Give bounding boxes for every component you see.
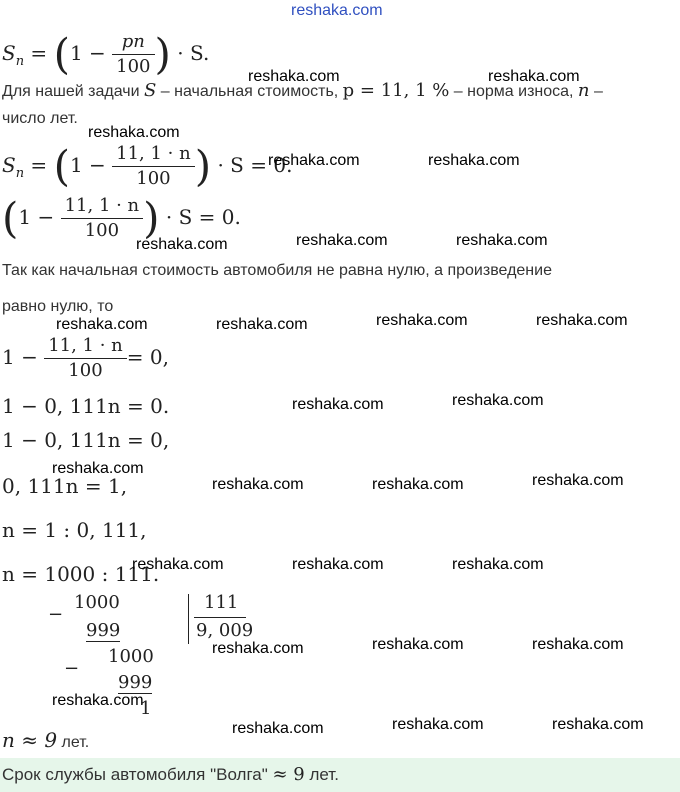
watermark: reshaka.com bbox=[52, 692, 144, 709]
paren-open: ( bbox=[2, 193, 19, 243]
formula-tail: · S = 0. bbox=[217, 153, 293, 177]
frac-num: 11, 1 · n bbox=[48, 335, 123, 356]
formula-step-12: n = 1 : 0, 111, bbox=[2, 518, 147, 542]
text-part: – норма износа, bbox=[449, 83, 578, 100]
text-since: Так как начальная стоимость автомобиля не равна нулю, а произведение bbox=[2, 262, 552, 279]
watermark: reshaka.com bbox=[376, 312, 468, 329]
formula-step-13: n = 1000 : 111. bbox=[2, 562, 160, 586]
formula-eq: = bbox=[24, 41, 54, 65]
watermark: reshaka.com bbox=[428, 152, 520, 169]
watermark: reshaka.com bbox=[488, 68, 580, 85]
result-n: n ≈ 9 bbox=[2, 728, 58, 752]
division-minus-1: − bbox=[48, 604, 64, 625]
formula-sn-zero bbox=[2, 142, 292, 191]
division-dividend-2: 1000 bbox=[108, 646, 154, 667]
answer-banner bbox=[0, 758, 680, 792]
division-remainder: 1 bbox=[140, 698, 152, 719]
text-part: – начальная стоимость, bbox=[156, 83, 343, 100]
formula-eq: = bbox=[24, 153, 54, 177]
division-dividend: 1000 bbox=[74, 592, 120, 613]
formula-one-minus: 1 − bbox=[2, 345, 38, 369]
answer-approx: ≈ 9 bbox=[272, 764, 305, 785]
paren-open: ( bbox=[53, 29, 70, 79]
frac-den: 100 bbox=[44, 358, 127, 383]
division-999: 999 bbox=[118, 672, 153, 693]
watermark: reshaka.com bbox=[292, 396, 384, 413]
watermark: reshaka.com bbox=[52, 460, 144, 477]
division-999: 999 bbox=[86, 620, 121, 641]
division-bar-vertical bbox=[188, 594, 189, 644]
top-watermark: reshaka.com bbox=[291, 2, 383, 19]
watermark: reshaka.com bbox=[88, 124, 180, 141]
formula-step-11: 0, 111n = 1, bbox=[2, 474, 128, 498]
watermark: reshaka.com bbox=[216, 316, 308, 333]
division-divisor: 111 bbox=[204, 592, 239, 613]
watermark: reshaka.com bbox=[292, 556, 384, 573]
watermark: reshaka.com bbox=[392, 716, 484, 733]
text-part: Для нашей задачи bbox=[2, 83, 144, 100]
formula-s: S bbox=[2, 153, 16, 177]
text-part: – bbox=[589, 83, 603, 100]
formula-one-minus-frac bbox=[2, 334, 169, 383]
result-unit: лет. bbox=[57, 734, 90, 751]
watermark: reshaka.com bbox=[212, 640, 304, 657]
formula-one-minus: 1 − bbox=[18, 205, 55, 229]
formula-tail: · S. bbox=[177, 41, 210, 65]
formula-tail: · S = 0. bbox=[165, 205, 241, 229]
frac-num: pn bbox=[121, 31, 145, 52]
fraction-pn-100 bbox=[112, 30, 154, 79]
math-s: S bbox=[143, 80, 157, 101]
watermark: reshaka.com bbox=[452, 392, 544, 409]
math-p: p = 11, 1 % bbox=[342, 80, 450, 101]
text-years: число лет. bbox=[2, 110, 78, 127]
watermark: reshaka.com bbox=[248, 68, 340, 85]
answer-text bbox=[2, 764, 339, 785]
watermark: reshaka.com bbox=[132, 556, 224, 573]
answer-part: Срок службы автомобиля "Волга" bbox=[2, 765, 273, 784]
watermark: reshaka.com bbox=[372, 636, 464, 653]
watermark: reshaka.com bbox=[232, 720, 324, 737]
formula-sub-n: n bbox=[15, 54, 25, 69]
watermark: reshaka.com bbox=[552, 716, 644, 733]
watermark: reshaka.com bbox=[532, 472, 624, 489]
math-n: n bbox=[577, 80, 590, 101]
formula-one-minus: 1 − bbox=[69, 153, 106, 177]
frac-num: 11, 1 · n bbox=[116, 143, 191, 164]
fraction-111n-100 bbox=[61, 194, 144, 243]
watermark: reshaka.com bbox=[536, 312, 628, 329]
watermark: reshaka.com bbox=[212, 476, 304, 493]
division-quotient: 9, 009 bbox=[196, 620, 254, 641]
division-subtract-2 bbox=[118, 672, 152, 694]
formula-one-minus: 1 − bbox=[69, 41, 106, 65]
formula-step-10: 1 − 0, 111n = 0, bbox=[2, 428, 170, 452]
watermark: reshaka.com bbox=[456, 232, 548, 249]
text-equals-zero: равно нулю, то bbox=[2, 298, 114, 315]
watermark: reshaka.com bbox=[56, 316, 148, 333]
paren-close: ) bbox=[143, 193, 160, 243]
frac-den: 100 bbox=[61, 218, 144, 243]
frac-num: 11, 1 · n bbox=[64, 195, 140, 216]
watermark: reshaka.com bbox=[296, 232, 388, 249]
formula-tail: = 0, bbox=[126, 345, 169, 369]
watermark: reshaka.com bbox=[136, 236, 228, 253]
fraction-111n-100 bbox=[112, 142, 195, 191]
formula-sn bbox=[2, 30, 209, 79]
fraction-111n-100 bbox=[44, 334, 127, 383]
paren-open: ( bbox=[53, 141, 70, 191]
division-minus-2: − bbox=[64, 658, 80, 679]
paren-close: ) bbox=[154, 29, 171, 79]
formula-sub-n: n bbox=[15, 166, 25, 181]
paren-close: ) bbox=[194, 141, 212, 191]
formula-s: S bbox=[2, 41, 16, 65]
result-line bbox=[2, 728, 89, 752]
division-bar-horizontal bbox=[194, 617, 246, 618]
frac-den: 100 bbox=[112, 54, 154, 79]
watermark: reshaka.com bbox=[268, 152, 360, 169]
frac-den: 100 bbox=[112, 166, 195, 191]
answer-part: лет. bbox=[304, 765, 339, 784]
watermark: reshaka.com bbox=[532, 636, 624, 653]
watermark: reshaka.com bbox=[452, 556, 544, 573]
watermark: reshaka.com bbox=[372, 476, 464, 493]
formula-step-9: 1 − 0, 111n = 0. bbox=[2, 394, 170, 418]
division-subtract-1 bbox=[86, 620, 120, 642]
